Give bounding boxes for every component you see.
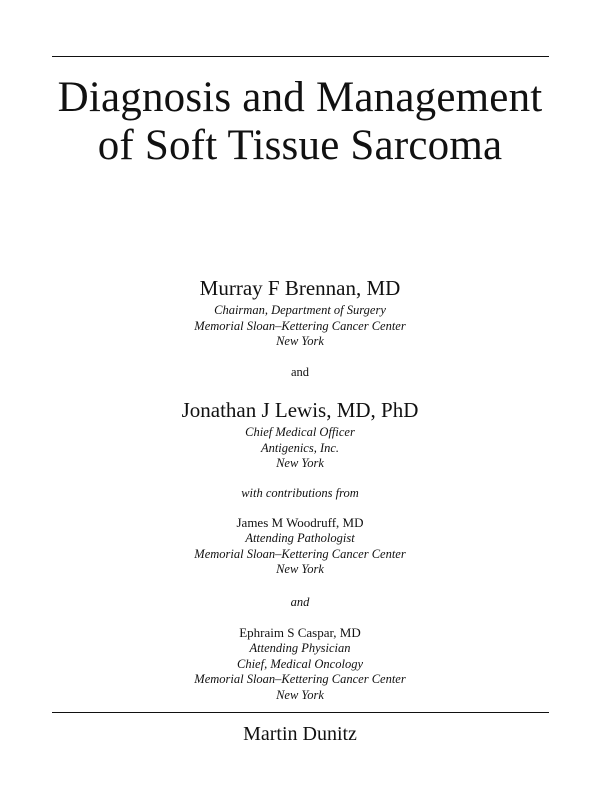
top-rule [52, 56, 549, 57]
contributor-affiliation-line: Memorial Sloan–Kettering Cancer Center [194, 672, 406, 686]
connector-and-2: and [290, 595, 310, 609]
publisher-name: Martin Dunitz [243, 723, 357, 745]
contributions-label: with contributions from [241, 486, 359, 500]
author-block-2 [0, 398, 600, 472]
contributor-affiliation-line: Attending Physician [249, 641, 351, 655]
connector-and: and [290, 365, 310, 379]
contributor-affiliation-line: New York [276, 562, 324, 576]
author-name: Murray F Brennan, MD [199, 276, 401, 300]
contributor-name: Ephraim S Caspar, MD [239, 625, 361, 640]
author-affiliation-line: Antigenics, Inc. [260, 440, 340, 455]
book-title-line-2: of Soft Tissue Sarcoma [97, 122, 503, 169]
contributor-name: James M Woodruff, MD [236, 515, 364, 530]
contributor-affiliation-line: New York [276, 687, 324, 702]
author-affiliation-line: Chairman, Department of Surgery [214, 303, 386, 317]
contributor-block-1 [0, 515, 600, 578]
contributor-affiliation-line: Memorial Sloan–Kettering Cancer Center [194, 546, 406, 561]
author-block-1 [0, 276, 600, 350]
author-affiliation-line: Chief Medical Officer [245, 425, 355, 439]
contributor-affiliation-line: Attending Pathologist [245, 531, 355, 545]
author-affiliation-line: New York [276, 334, 324, 348]
author-affiliation-line: New York [276, 456, 324, 470]
contributor-affiliation-line: Chief, Medical Oncology [236, 656, 363, 671]
book-title [0, 74, 600, 170]
author-name: Jonathan J Lewis, MD, PhD [181, 398, 419, 422]
author-affiliation-line: Memorial Sloan–Kettering Cancer Center [194, 318, 406, 333]
contributor-block-2 [0, 625, 600, 703]
book-title-line-1: Diagnosis and Management [57, 74, 543, 121]
bottom-rule [52, 712, 549, 713]
